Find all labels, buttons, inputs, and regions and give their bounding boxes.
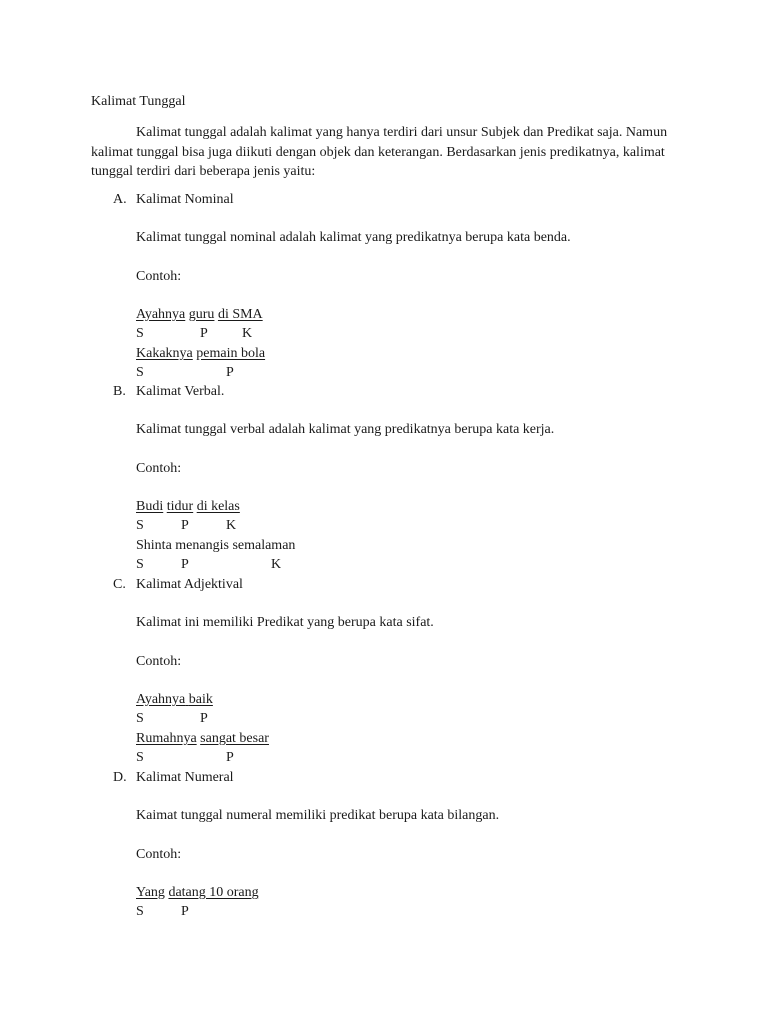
example-tags	[0, 365, 600, 384]
section-letter: C.	[113, 577, 126, 592]
section-title: Kalimat Numeral	[136, 770, 234, 785]
section-title: Kalimat Adjektival	[136, 577, 243, 592]
section-title: Kalimat Verbal.	[136, 384, 225, 399]
adverb-tag: K	[271, 557, 282, 572]
subject-tag: S	[136, 904, 144, 919]
predicate-word: baik	[188, 692, 213, 707]
example-sentence	[136, 731, 269, 750]
subject-word: Ayahnya	[136, 307, 186, 322]
example-tags	[0, 750, 600, 769]
predicate-tag: P	[226, 365, 234, 380]
example-tags	[0, 904, 600, 923]
subject-tag: S	[136, 711, 144, 726]
subject-word: Kakaknya	[136, 346, 193, 361]
predicate-tag: P	[200, 326, 208, 341]
section-description: Kalimat tunggal verbal adalah kalimat yang predikatnya berupa kata kerja.	[136, 422, 555, 437]
predicate-tag: P	[226, 750, 234, 765]
predicate-word: datang 10 orang	[168, 885, 259, 900]
example-sentence	[136, 307, 263, 326]
predicate-tag: P	[181, 904, 189, 919]
predicate-word: tidur	[166, 499, 194, 514]
section-c	[0, 577, 768, 771]
subject-tag: S	[136, 750, 144, 765]
subject-word: Shinta	[136, 538, 172, 553]
example-sentence	[136, 499, 240, 518]
adverb-tag: K	[226, 518, 237, 533]
contoh-label: Contoh:	[136, 847, 182, 862]
example-sentence	[136, 885, 259, 904]
adverb-tag: K	[242, 326, 253, 341]
section-d	[0, 770, 768, 964]
section-letter: D.	[113, 770, 127, 785]
section-a	[0, 192, 768, 386]
section-letter: B.	[113, 384, 126, 399]
section-title: Kalimat Nominal	[136, 192, 234, 207]
intro-text: Kalimat tunggal adalah kalimat yang hanya terdiri dari unsur Subjek dan Predikat saja. Namun kalimat tunggal bisa juga diikuti dengan objek dan keterangan. Berdasarkan jenis predikatnya, kalimat tunggal terdiri dari beberapa jenis yaitu:	[91, 125, 668, 179]
predicate-word: sangat besar	[200, 731, 269, 746]
example-sentence	[136, 538, 295, 557]
example-tags	[0, 518, 600, 537]
example-sentence	[136, 346, 265, 365]
subject-word: Rumahnya	[136, 731, 197, 746]
subject-word: Budi	[136, 499, 164, 514]
predicate-word: guru	[188, 307, 215, 322]
subject-word: Ayahnya	[136, 692, 186, 707]
contoh-label: Contoh:	[136, 461, 182, 476]
subject-tag: S	[136, 557, 144, 572]
section-description: Kaimat tunggal numeral memiliki predikat berupa kata bilangan.	[136, 808, 500, 823]
example-tags	[0, 557, 600, 576]
subject-tag: S	[136, 326, 144, 341]
predicate-word: menangis	[175, 538, 229, 553]
example-tags	[0, 711, 600, 730]
example-sentence	[136, 692, 213, 711]
predicate-word: pemain bola	[196, 346, 266, 361]
section-description: Kalimat tunggal nominal adalah kalimat yang predikatnya berupa kata benda.	[136, 230, 571, 245]
predicate-tag: P	[200, 711, 208, 726]
predicate-tag: P	[181, 518, 189, 533]
predicate-tag: P	[181, 557, 189, 572]
subject-word: Yang	[136, 885, 165, 900]
adverb-word: di SMA	[217, 307, 263, 322]
contoh-label: Contoh:	[136, 269, 182, 284]
section-letter: A.	[113, 192, 127, 207]
example-tags	[0, 326, 600, 345]
section-b	[0, 384, 768, 578]
adverb-word: semalaman	[232, 538, 296, 553]
section-description: Kalimat ini memiliki Predikat yang berupa kata sifat.	[136, 615, 434, 630]
adverb-word: di kelas	[196, 499, 240, 514]
intro-paragraph	[91, 123, 671, 182]
document-title: Kalimat Tunggal	[91, 94, 186, 109]
subject-tag: S	[136, 518, 144, 533]
contoh-label: Contoh:	[136, 654, 182, 669]
subject-tag: S	[136, 365, 144, 380]
